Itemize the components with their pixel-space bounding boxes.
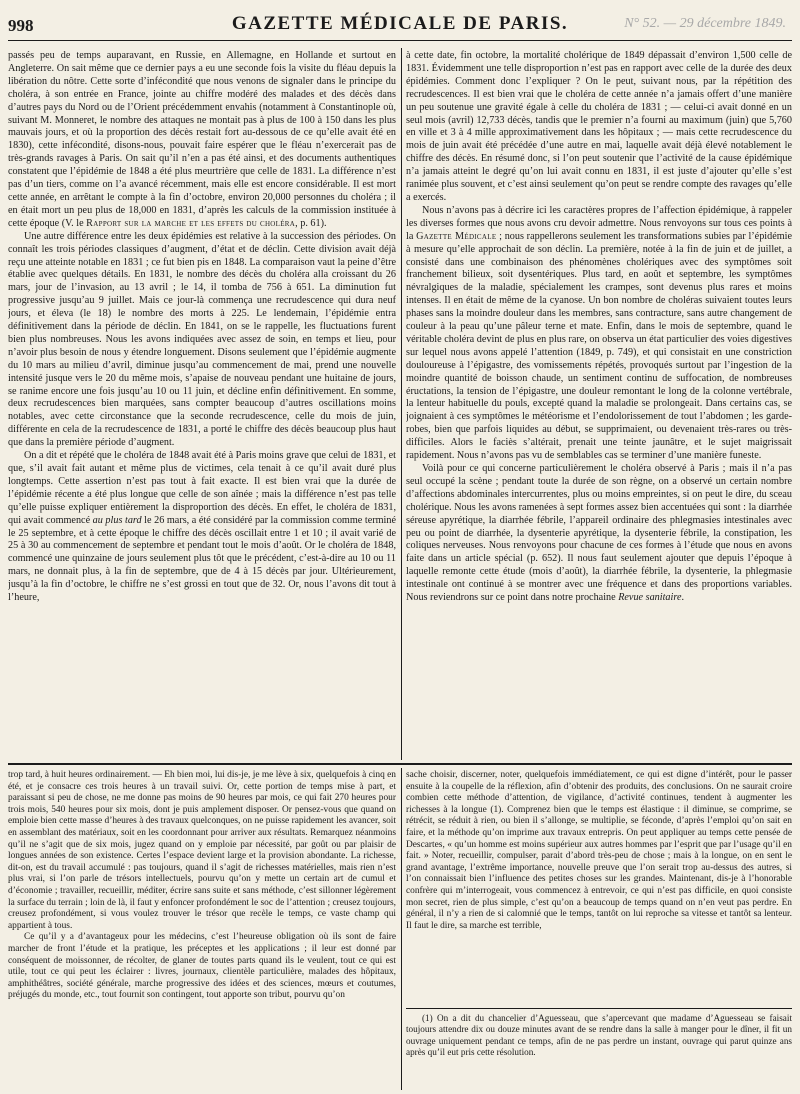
text: Voilà pour ce qui concerne particulièrement le choléra observé à Paris ; mais il n’a pas seul occupé la scène ; pendant toute la durée de son règne, on a observé un certain nombre d’affections abdominales intercurrentes, plus ou moins empreintes, si on peut le dire, du sceau cholérique. Nous les avons ramenées à sept formes assez bien accentuées qui sont : la diarrhée séreuse apyrétique, la diarrhée fébrile, l’appareil ordinaire des phlegmasies intestinales avec peu ou point de diarrhée, la dysenterie apyrétique, la dysenterie fébrile, la constipation, les coliques nerveuses. Nous renvoyons pour chacune de ces formes à l’étude que nous en avons faite dans un article spécial (p. 652). Il nous faut seulement ajouter que depuis l’époque à laquelle remonte cette étude (mois d’août), la diarrhée fébrile, la dysenterie, la phlegmasie intestinale ont continué à se montrer avec une fréquence et dans des proportions variables. Nous reviendrons sur ce point dans notre prochaine	[406, 463, 792, 604]
reference: Rapport sur la marche et les effets du choléra	[86, 217, 296, 229]
paragraph: Une autre différence entre les deux épidémies est relative à la succession des périodes. On connaît les trois périodes classiques d’augment, d’état et de déclin. Cette division avait déjà reçu une atteinte notable en 1831 ; ce fut bien pis en 1848. La comparaison vaut la peine d’être établie avec quelques détails. En 1831, le nombre des décès du choléra alla croissant du 26 mars, jour de l’invasion, au 13 avril ; le 14, il tomba de 756 à 651. La diminution fut progressive jusqu’au 9 juillet. Mais ce jour-là commença une recrudescence qui dura neuf jours, et éleva (le 18) le nombre des morts à 225. Le lendemain, l’épidémie entra définitivement dans la période de déclin. En 1841, on se le rappelle, les fluctuations furent bien plus nombreuses. Nous les avons indiquées avec assez de soin, en temps et lieu, pour n’avoir plus besoin de nous y étendre longuement. Disons seulement que l’épidémie augmente du 10 mars au milieu d’avril, diminue jusqu’au commencement de mai, prend une nouvelle intensité jusque vers le 20 du même mois, s’apaise de nouveau pendant une huitaine de jours, se ranime encore une fois jusqu’au 10 ou 11 juin, et décline enfin définitivement. En somme, deux recrudescences bien marquées, sans compter beaucoup d’autres oscillations moins notables, avec cette circonstance que la seconde recrudescence, celle du mois de juin, différente en cela de la recrudescence de 1831, a porté le chiffre des décès beaucoup plus haut que dans la première période d’augment.	[8, 230, 396, 449]
masthead-title: GAZETTE MÉDICALE DE PARIS.	[231, 13, 569, 34]
text: On a dit et répété que le choléra de 1848 avait été à Paris moins grave que celui de 1831, et que, s’il avait fait autant et même plus de victimes, cela tenait à ce qu’il avait duré plus longtemps. Cette assertion n’est pas tout à fait exacte. Il est bien vrai que la durée de l’épidémie récente a été plus longue que celle de son aînée ; mais la différence n’est pas telle qu’elle puisse expliquer entièrement la disproportion des décès. En effet, le choléra de 1831, qui avait commencé	[8, 450, 396, 526]
paragraph: Ce qu’il y a d’avantageux pour les médecins, c’est l’heureuse obligation où ils sont de faire marcher de front l’étude et la pratique, les préceptes et les applications ; il leur est donné par conséquent de moissonner, de récolter, de glaner de toutes parts quand ils le veulent, tout ce qui est utile, tout ce qui peut les éclairer : livres, journaux, clientèle particulière, malades des hôpitaux, amphithéâtres, société générale, marche progressive des idées et des sciences, mœurs et coutumes, préjugés du monde, etc., tout fournit son contingent, tout apporte son tribut, pourvu qu’on	[8, 932, 396, 1001]
page-number: 998	[8, 16, 34, 35]
text: passés peu de temps auparavant, en Russie, en Allemagne, en Hollande et surtout en Angleterre. On sait même que ce dernier pays a eu une seconde fois la visite du fléau depuis la libération du nôtre. Cette sorte d’infécondité que nous venons de signaler dans le principe du choléra, à son entrée en France, jointe au chiffre modéré des malades et des décès dans d’autres pays du Nord ou de l’Orient précédemment envahis (notamment à Constantinople où, suivant M. Monneret, le nombre des attaques ne montait pas à plus de 100 à 150 dans les plus mauvais jours, et où la proportion des décès restait fort au-dessous de ce qu’elle avait été en 1830), cette infécondité, disons-nous, pouvait faire espérer que le fléau n’exercerait pas de très-grands ravages à Paris. On sait qu’il n’en a pas été ainsi, et des documents authentiques constatent que l’épidémie de 1848 a été plus meurtrière que celle de 1831. La différence n’est pas d’un tiers, comme on l’a avancé récemment, mais elle est encore considérable. Il est mort cette année, en arrêtant le compte à la fin d’octobre, environ 20,000 personnes du choléra ; il en était mort un peu plus de 18,000 en 1831, d’après les calculs de la commission instituée à cette époque (V. le	[8, 50, 396, 229]
text: .	[681, 592, 685, 604]
footnote-text: (1) On a dit du chancelier d’Aguesseau, que s’apercevant que madame d’Aguesseau se faisait toujours attendre dix ou douze minutes avant de se rendre dans la salle à manger pour le dîner, il fit un ouvrage uniquement pendant ce temps, afin de ne pas perdre un instant, ouvrage qui parut quinze ans après qu’il eut pris cette résolution.	[406, 1013, 792, 1058]
paragraph: trop tard, à huit heures ordinairement. — Eh bien moi, lui dis-je, je me lève à six, quelquefois à cinq en été, et je consacre ces trois heures à un travail suivi. Or, cette portion de temps mise à part, et paraissant si peu de chose, ne me donne pas moins de 90 heures par mois, ce qui fait 270 heures pour trois mois, 540 heures pour six mois, dont je puis amplement disposer. Or pensez-vous que quand on emploie bien cette masse d’heures à des travaux quelconques, on ne puisse rapidement les avancer, soit en assemblant des matériaux, soit en les coordonnant pour arriver aux résultats. Remarquez néanmoins qu’il ne s’agit que de six mois, jugez quand on y emploie par nécessité, par goût ou par plaisir de longues années de son existence. Certes l’espace devient large et la provision abondante. La richesse, dit-on, est du travail accumulé : pas toujours, quand il s’agit de richesses matérielles, mais rien n’est plus vrai, si l’on parle de trésors intellectuels, pourvu qu’on y mette un certain art de cumul et d’économie ; travailler, recueillir, méditer, écrire sans suite et sans méthode, c’est sillonner légèrement la surface du terrain ; loin de là, il faut y enfoncer profondément le soc de l’attention ; creusez toujours, creusez profondément, si vous voulez trouver le trésor que recèle le temps, ce vaste champ qui appartient à tous.	[8, 770, 396, 931]
paragraph	[406, 205, 792, 463]
footnote-separator	[406, 1008, 792, 1009]
page-header	[8, 12, 792, 41]
paragraph	[8, 450, 396, 605]
reference: Gazette Médicale	[416, 230, 497, 242]
text: Nous n’avons pas à décrire ici les caractères propres de l’affection épidémique, à rappeler les diverses formes que nous avons cru devoir admettre. Nous renvoyons sur tous ces points à la	[406, 204, 792, 242]
paragraph: sache choisir, discerner, noter, quelquefois immédiatement, ce qui est digne d’intérêt, pour le passer ensuite à la coupelle de la réflexion, afin d’obtenir des produits, des conclusions. On ne saurait croire combien cette méthode d’attention, de vigilance, d’activité continues, tendent à augmenter les richesses à la longue (1). Comprenez bien que le temps est élastique : il diminue, se comprime, se rétrécit, se réduit à rien, ou bien il s’allonge, se multiplie, se féconde, d’après l’emploi qu’on sait en faire, et la méthode qu’on imprime aux travaux entrepris. On peut appliquer au temps cette pensée de Descartes, « qu’un homme est moins supérieur aux autres hommes par l’esprit que par l’usage qu’il en fait. » Noter, recueillir, compulser, parait d’abord très-peu de chose ; mais à la longue, on en sent le grand avantage, l’extrême importance, nouvelle preuve que l’on serait trop au-dessus des autres, si l’on connaissait bien l’influence des petites choses sur les grandes. Maintenant, dis-je à l’honorable confrère qui m’interrogeait, vous commencez à entrevoir, ce qui n’est pas difficile, en quoi consiste mon secret, rien de plus simple, c’est qu’on a beaucoup de temps quand on n’en veut pas perdre. En général, il n’y a rien de si calomnié que le temps, tantôt on lui reproche sa vitesse et tantôt sa lenteur. Il faut le dire, sa marche est terrible,	[406, 770, 792, 931]
feuilleton-separator	[8, 763, 792, 765]
paragraph	[8, 50, 396, 231]
paragraph: à cette date, fin octobre, la mortalité cholérique de 1849 dépassait d’environ 1,500 celle de 1831. Évidemment une telle disproportion n’est pas en rapport avec celle de la durée des deux épidémies. Comment donc l’expliquer ? On le peut, suivant nous, par la répétition des recrudescences. Il est bien vrai que le choléra de cette année n’a jamais offert d’une manière un peu soutenue une gravité égale à celle du choléra de 1831 ; — celui-ci avait donné en un seul mois (avril) 12,733 décès, tandis que le premier n’a fourni au maximum (juin) que 5,760 en ville et 3 à 4 mille approximativement dans les hôpitaux ; — mais cette recrudescence du mois de juin avait été précédée d’une autre en mai, laquelle avait déjà élevé notablement le chiffre des décès. En résumé donc, si l’on peut soutenir que l’activité de la cause épidémique n’a jamais atteint le degré qu’on lui avait connu en 1831, il est juste d’ajouter qu’elle s’est ranimée plus souvent, et c’est ainsi seulement qu’on peut se rendre compte des ravages qu’elle a exercés.	[406, 50, 792, 203]
text: ; nous rappellerons seulement les transformations subies par l’épidémie à mesure qu’elle approchait de son déclin. La première, notée à la fin de juin et de juillet, a consisté dans une combinaison des phénomènes cholériques avec des symptômes soit franchement bilieux, soit dysentériques. Plus tard, en août et septembre, les symptômes névralgiques de la maladie, spécialement les crampes, sont devenus plus rares et moins intenses. Il en était de même de la cyanose. Un bon nombre de choléras suivaient toutes leurs phases sans la moindre douleur dans les membres, sans contracture, sans autre changement de couleur à la peau qu’une pâleur terne et mate. Enfin, dans le mois de septembre, quand le véritable choléra devint de plus en plus rare, on observa un état particulier des voies digestives sur lequel nous avons appelé l’attention (1849, p. 749), et qui consistait en une constriction douloureuse à l’épigastre, des vomissements répétés, provoqués surtout par l’ingestion de la moindre quantité de boisson chaude, un sentiment continu de suffocation, de nombreuses éructations, la tension de l’épigastre, une douleur remontant le long de la colonne vertébrale, la lenteur habituelle du pouls, excepté quand la maladie se prolongeait. Dans certains cas, se joignaient à ces symptômes le météorisme et l’endolorissement de tout l’abdomen ; les garde-robes, bien que parfois liquides au début, se supprimaient, ou devenaient très-rares ou très-difficiles. Alors le faciès s’altérait, prenait une teinte jaunâtre, et le sujet maigrissait rapidement. Nous n’avons pas vu de semblables cas se terminer d’une manière funeste.	[406, 230, 792, 462]
column-divider	[401, 48, 402, 760]
text: , p. 61).	[295, 217, 327, 229]
feuilleton-column-2	[406, 770, 792, 1000]
text: le 26 mars, a été considéré par la commission comme terminé le 25 septembre, et à cette époque le chiffre des décès oscillait entre 1 et 10 ; il avait varié de 25 à 30 au commencement de septembre et pendant tout le mois d’août. Or le choléra de 1848, commencé une quinzaine de jours seulement plus tôt que le précédent, c’est-à-dire au 10 ou 11 mars, ne donnait plus, à la fin de septembre, que de 4 à 15 décès par jour. Ultérieurement, jusqu’à la fin d’octobre, le chiffre ne s’est grossi en tout que de 32. Or, nous l’avons dit tout à l’heure,	[8, 514, 396, 604]
show-through-text: N° 52. — 29 décembre 1849.	[624, 16, 786, 31]
footnote	[406, 1013, 792, 1089]
emphasis: au plus tard	[92, 514, 142, 526]
paragraph	[406, 463, 792, 605]
article-column-2	[406, 50, 792, 758]
emphasis: Revue sanitaire	[618, 592, 682, 604]
column-divider	[401, 768, 402, 1090]
article-column-1	[8, 50, 396, 758]
feuilleton-column-1	[8, 770, 396, 1088]
